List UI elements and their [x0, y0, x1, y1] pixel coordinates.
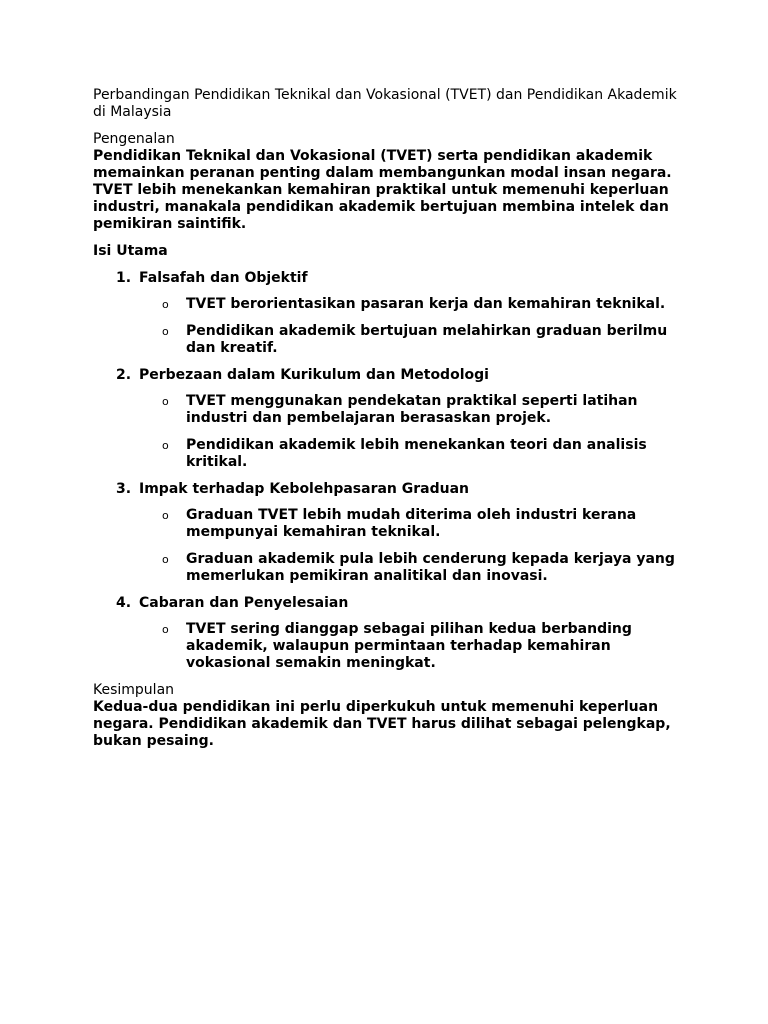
- point-text: Graduan TVET lebih mudah diterima oleh industri kerana mempunyai kemahiran teknikal.: [186, 507, 637, 540]
- section-item: [93, 595, 683, 672]
- section-heading: Falsafah dan Objektif: [139, 270, 308, 286]
- section-points: [93, 296, 683, 357]
- list-item: [93, 621, 683, 672]
- point-text: Graduan akademik pula lebih cenderung kepada kerjaya yang memerlukan pemikiran analitikal dan inovasi.: [186, 551, 675, 584]
- main-heading: Isi Utama: [93, 243, 168, 259]
- section-points: [93, 393, 683, 471]
- circle-bullet-icon: o: [162, 325, 169, 338]
- circle-bullet-icon: o: [162, 439, 169, 452]
- section-heading: Perbezaan dalam Kurikulum dan Metodologi: [139, 367, 489, 383]
- document-page: [93, 87, 683, 760]
- section-number: 2.: [116, 367, 132, 383]
- section-item: [93, 367, 683, 471]
- section-points: [93, 621, 683, 672]
- point-text: Pendidikan akademik lebih menekankan teori dan analisis kritikal.: [186, 437, 647, 470]
- list-item: [93, 507, 683, 541]
- section-item: [93, 270, 683, 357]
- conclusion-paragraph: Kedua-dua pendidikan ini perlu diperkukuh untuk memenuhi keperluan negara. Pendidikan akademik dan TVET harus dilihat sebagai pelengkap, bukan pesaing.: [93, 699, 671, 749]
- point-text: Pendidikan akademik bertujuan melahirkan graduan berilmu dan kreatif.: [186, 323, 668, 356]
- section-heading: Impak terhadap Kebolehpasaran Graduan: [139, 481, 470, 497]
- circle-bullet-icon: o: [162, 623, 169, 636]
- conclusion-heading: Kesimpulan: [93, 682, 175, 698]
- intro-paragraph: Pendidikan Teknikal dan Vokasional (TVET) serta pendidikan akademik memainkan peranan penting dalam membangunkan modal insan negara. TVET lebih menekankan kemahiran praktikal untuk memenuhi keperluan industri, manakala pendidikan akademik bertujuan membina intelek dan pemikiran saintifik.: [93, 148, 672, 232]
- document-title: Perbandingan Pendidikan Teknikal dan Vokasional (TVET) dan Pendidikan Akademik di Malaysia: [93, 87, 677, 120]
- list-item: [93, 393, 683, 427]
- section-heading: Cabaran dan Penyelesaian: [139, 595, 349, 611]
- section-number: 4.: [116, 595, 132, 611]
- list-item: [93, 437, 683, 471]
- intro-heading: Pengenalan: [93, 131, 175, 147]
- point-text: TVET berorientasikan pasaran kerja dan kemahiran teknikal.: [186, 296, 666, 312]
- point-text: TVET sering dianggap sebagai pilihan kedua berbanding akademik, walaupun permintaan terhadap kemahiran vokasional semakin meningkat.: [186, 621, 632, 671]
- list-item: [93, 323, 683, 357]
- main-sections-list: [93, 270, 683, 672]
- point-text: TVET menggunakan pendekatan praktikal seperti latihan industri dan pembelajaran berasaskan projek.: [186, 393, 638, 426]
- section-number: 3.: [116, 481, 132, 497]
- circle-bullet-icon: o: [162, 395, 169, 408]
- section-item: [93, 481, 683, 585]
- circle-bullet-icon: o: [162, 553, 169, 566]
- list-item: [93, 551, 683, 585]
- circle-bullet-icon: o: [162, 298, 169, 311]
- section-number: 1.: [116, 270, 132, 286]
- list-item: [93, 296, 683, 313]
- circle-bullet-icon: o: [162, 509, 169, 522]
- section-points: [93, 507, 683, 585]
